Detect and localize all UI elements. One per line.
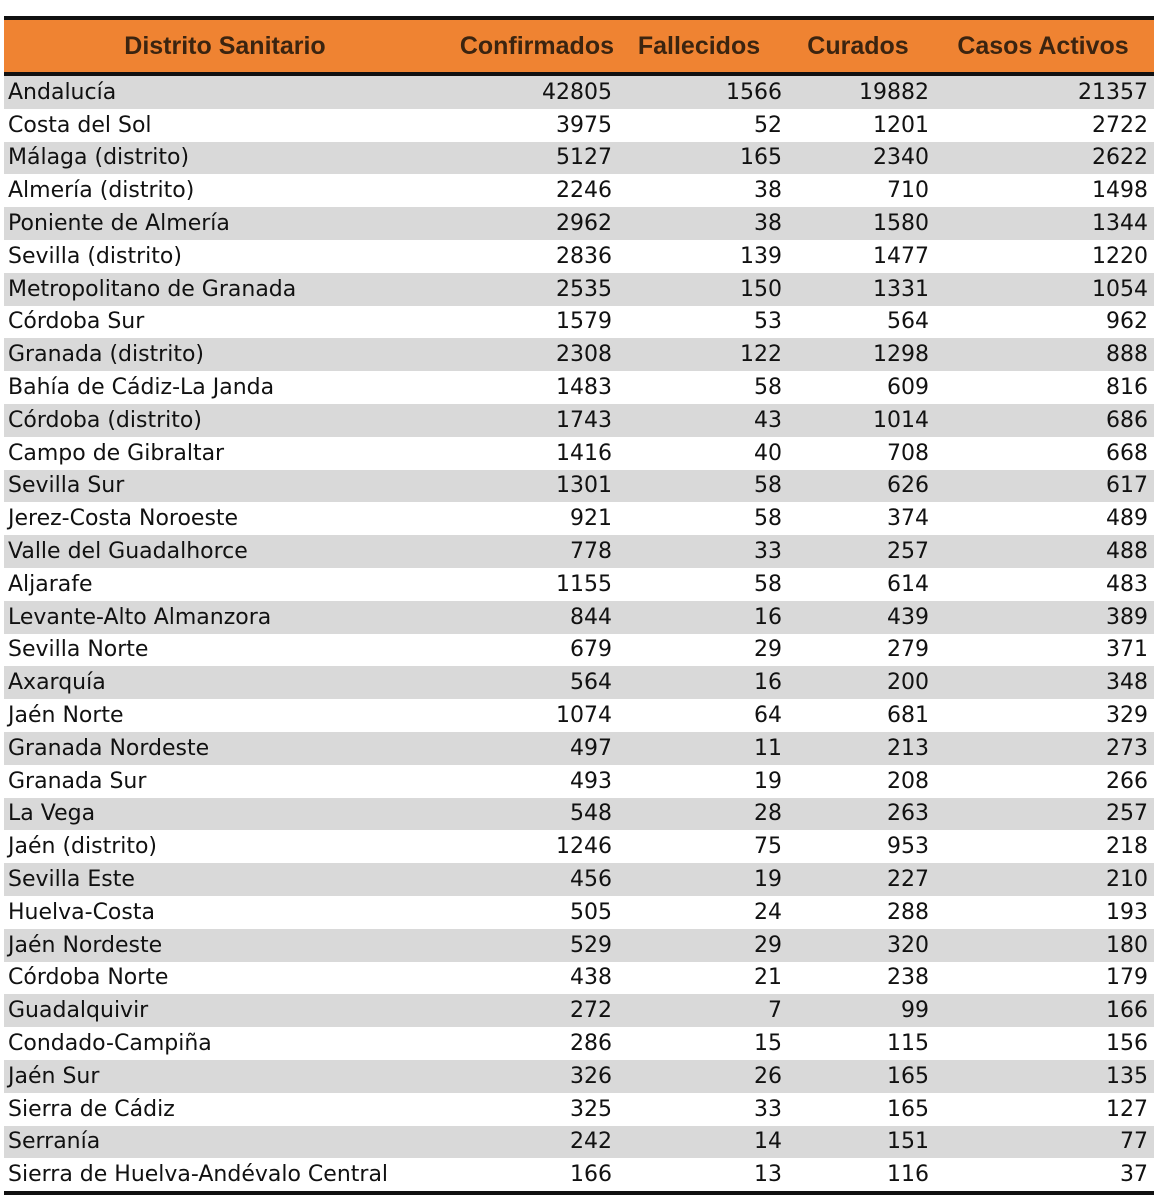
cell-distrito: Jaén Nordeste <box>8 932 163 958</box>
cell-confirmados: 1074 <box>556 703 612 729</box>
cell-casos-activos: 483 <box>1106 571 1148 597</box>
cell-curados: 374 <box>887 506 929 532</box>
cell-distrito: Campo de Gibraltar <box>8 440 225 466</box>
cell-fallecidos: 21 <box>754 965 782 991</box>
cell-confirmados: 2246 <box>556 178 612 204</box>
cell-casos-activos: 180 <box>1106 932 1148 958</box>
table-row <box>4 76 1154 109</box>
cell-confirmados: 1483 <box>556 375 612 401</box>
districts-table <box>4 16 1154 1195</box>
cell-distrito: Granada Nordeste <box>8 735 210 761</box>
cell-casos-activos: 135 <box>1106 1063 1148 1089</box>
cell-fallecidos: 122 <box>740 342 782 368</box>
cell-fallecidos: 38 <box>754 211 782 237</box>
cell-curados: 213 <box>887 735 929 761</box>
table-row <box>4 1158 1154 1191</box>
cell-casos-activos: 329 <box>1106 703 1148 729</box>
header-confirmados: Confirmados <box>459 31 614 60</box>
table-row <box>4 830 1154 863</box>
cell-curados: 614 <box>887 571 929 597</box>
table-row <box>4 896 1154 929</box>
cell-fallecidos: 29 <box>754 637 782 663</box>
cell-distrito: Granada (distrito) <box>8 342 205 368</box>
cell-distrito: Córdoba Norte <box>8 965 169 991</box>
cell-distrito: Sevilla Sur <box>8 473 125 499</box>
cell-distrito: Sierra de Huelva-Andévalo Central <box>8 1162 389 1188</box>
cell-fallecidos: 7 <box>768 998 782 1024</box>
table-row <box>4 634 1154 667</box>
table-row <box>4 863 1154 896</box>
cell-curados: 1201 <box>873 112 929 138</box>
cell-fallecidos: 19 <box>754 867 782 893</box>
cell-distrito: Granada Sur <box>8 768 147 794</box>
cell-distrito: Costa del Sol <box>8 112 152 138</box>
cell-curados: 1331 <box>873 276 929 302</box>
table-row <box>4 371 1154 404</box>
cell-fallecidos: 33 <box>754 1096 782 1122</box>
cell-distrito: Sierra de Cádiz <box>8 1096 175 1122</box>
cell-curados: 1580 <box>873 211 929 237</box>
cell-fallecidos: 58 <box>754 506 782 532</box>
cell-casos-activos: 2622 <box>1092 145 1148 171</box>
table-row <box>4 699 1154 732</box>
cell-distrito: Metropolitano de Granada <box>8 276 297 302</box>
cell-fallecidos: 11 <box>754 735 782 761</box>
table-row <box>4 306 1154 339</box>
cell-fallecidos: 58 <box>754 571 782 597</box>
cell-confirmados: 5127 <box>556 145 612 171</box>
cell-confirmados: 326 <box>570 1063 612 1089</box>
cell-confirmados: 778 <box>570 539 612 565</box>
cell-confirmados: 1743 <box>556 407 612 433</box>
cell-confirmados: 505 <box>570 899 612 925</box>
cell-curados: 227 <box>887 867 929 893</box>
table-row <box>4 109 1154 142</box>
cell-curados: 2340 <box>873 145 929 171</box>
cell-casos-activos: 257 <box>1106 801 1148 827</box>
cell-curados: 626 <box>887 473 929 499</box>
cell-distrito: Córdoba Sur <box>8 309 145 335</box>
cell-confirmados: 1246 <box>556 834 612 860</box>
cell-curados: 710 <box>887 178 929 204</box>
cell-confirmados: 242 <box>570 1129 612 1155</box>
cell-confirmados: 2535 <box>556 276 612 302</box>
cell-confirmados: 548 <box>570 801 612 827</box>
cell-confirmados: 272 <box>570 998 612 1024</box>
table-row <box>4 273 1154 306</box>
cell-confirmados: 1416 <box>556 440 612 466</box>
cell-casos-activos: 617 <box>1106 473 1148 499</box>
cell-distrito: Jerez-Costa Noroeste <box>8 506 239 532</box>
table-row <box>4 1027 1154 1060</box>
cell-confirmados: 325 <box>570 1096 612 1122</box>
cell-fallecidos: 40 <box>754 440 782 466</box>
cell-casos-activos: 1220 <box>1092 243 1148 269</box>
cell-distrito: Bahía de Cádiz-La Janda <box>8 375 275 401</box>
cell-casos-activos: 21357 <box>1078 79 1148 105</box>
table-row <box>4 929 1154 962</box>
cell-fallecidos: 16 <box>754 604 782 630</box>
cell-distrito: Guadalquivir <box>8 998 149 1024</box>
cell-curados: 1298 <box>873 342 929 368</box>
cell-fallecidos: 139 <box>740 243 782 269</box>
table-row <box>4 338 1154 371</box>
cell-confirmados: 497 <box>570 735 612 761</box>
cell-curados: 1014 <box>873 407 929 433</box>
cell-distrito: Sevilla Norte <box>8 637 149 663</box>
cell-casos-activos: 218 <box>1106 834 1148 860</box>
table-row <box>4 568 1154 601</box>
cell-confirmados: 679 <box>570 637 612 663</box>
cell-distrito: Andalucía <box>8 79 117 105</box>
cell-distrito: Huelva-Costa <box>8 899 155 925</box>
cell-curados: 151 <box>887 1129 929 1155</box>
cell-curados: 279 <box>887 637 929 663</box>
table-row <box>4 962 1154 995</box>
cell-distrito: Sevilla Este <box>8 867 135 893</box>
cell-curados: 165 <box>887 1096 929 1122</box>
cell-confirmados: 438 <box>570 965 612 991</box>
cell-fallecidos: 33 <box>754 539 782 565</box>
table-row <box>4 1093 1154 1126</box>
cell-curados: 320 <box>887 932 929 958</box>
table-row <box>4 240 1154 273</box>
cell-confirmados: 1155 <box>556 571 612 597</box>
cell-curados: 609 <box>887 375 929 401</box>
table-row <box>4 174 1154 207</box>
cell-casos-activos: 489 <box>1106 506 1148 532</box>
cell-casos-activos: 179 <box>1106 965 1148 991</box>
cell-casos-activos: 77 <box>1120 1129 1148 1155</box>
cell-distrito: Valle del Guadalhorce <box>8 539 248 565</box>
table-row <box>4 502 1154 535</box>
cell-fallecidos: 64 <box>754 703 782 729</box>
cell-fallecidos: 58 <box>754 473 782 499</box>
table-row <box>4 1060 1154 1093</box>
cell-curados: 200 <box>887 670 929 696</box>
cell-curados: 681 <box>887 703 929 729</box>
cell-distrito: La Vega <box>8 801 96 827</box>
cell-confirmados: 1579 <box>556 309 612 335</box>
table-body <box>4 76 1154 1191</box>
cell-curados: 953 <box>887 834 929 860</box>
cell-casos-activos: 816 <box>1106 375 1148 401</box>
table-row <box>4 601 1154 634</box>
cell-casos-activos: 266 <box>1106 768 1148 794</box>
cell-casos-activos: 127 <box>1106 1096 1148 1122</box>
cell-casos-activos: 488 <box>1106 539 1148 565</box>
cell-curados: 99 <box>901 998 929 1024</box>
header-casos-activos: Casos Activos <box>957 31 1129 60</box>
table-row <box>4 798 1154 831</box>
cell-casos-activos: 962 <box>1106 309 1148 335</box>
cell-distrito: Jaén Norte <box>8 703 124 729</box>
cell-distrito: Sevilla (distrito) <box>8 243 182 269</box>
cell-fallecidos: 14 <box>754 1129 782 1155</box>
cell-fallecidos: 19 <box>754 768 782 794</box>
cell-curados: 116 <box>887 1162 929 1188</box>
cell-fallecidos: 28 <box>754 801 782 827</box>
cell-distrito: Serranía <box>8 1129 101 1155</box>
cell-confirmados: 1301 <box>556 473 612 499</box>
table-header <box>4 20 1154 76</box>
cell-confirmados: 2962 <box>556 211 612 237</box>
cell-curados: 165 <box>887 1063 929 1089</box>
cell-casos-activos: 37 <box>1120 1162 1148 1188</box>
cell-curados: 439 <box>887 604 929 630</box>
cell-distrito: Aljarafe <box>8 571 93 597</box>
cell-curados: 1477 <box>873 243 929 269</box>
cell-casos-activos: 193 <box>1106 899 1148 925</box>
cell-confirmados: 286 <box>570 1031 612 1056</box>
cell-distrito: Málaga (distrito) <box>8 145 190 171</box>
cell-fallecidos: 29 <box>754 932 782 958</box>
cell-casos-activos: 686 <box>1106 407 1148 433</box>
cell-fallecidos: 58 <box>754 375 782 401</box>
table-row <box>4 404 1154 437</box>
cell-distrito: Jaén Sur <box>8 1063 100 1089</box>
cell-distrito: Poniente de Almería <box>8 211 230 237</box>
cell-fallecidos: 43 <box>754 407 782 433</box>
cell-casos-activos: 1498 <box>1092 178 1148 204</box>
cell-distrito: Jaén (distrito) <box>8 834 158 860</box>
cell-curados: 263 <box>887 801 929 827</box>
cell-distrito: Axarquía <box>8 670 106 696</box>
cell-distrito: Córdoba (distrito) <box>8 407 202 433</box>
table-row <box>4 437 1154 470</box>
cell-fallecidos: 52 <box>754 112 782 138</box>
table-row <box>4 765 1154 798</box>
cell-fallecidos: 38 <box>754 178 782 204</box>
cell-confirmados: 493 <box>570 768 612 794</box>
cell-casos-activos: 1344 <box>1092 211 1148 237</box>
table-row <box>4 666 1154 699</box>
cell-curados: 564 <box>887 309 929 335</box>
table-row <box>4 207 1154 240</box>
cell-casos-activos: 1054 <box>1092 276 1148 302</box>
cell-casos-activos: 668 <box>1106 440 1148 466</box>
cell-curados: 257 <box>887 539 929 565</box>
cell-curados: 19882 <box>859 79 929 105</box>
cell-distrito: Levante-Alto Almanzora <box>8 604 272 630</box>
cell-fallecidos: 26 <box>754 1063 782 1089</box>
cell-confirmados: 456 <box>570 867 612 893</box>
cell-fallecidos: 13 <box>754 1162 782 1188</box>
header-distrito: Distrito Sanitario <box>124 31 326 60</box>
header-fallecidos: Fallecidos <box>637 31 761 60</box>
table-row <box>4 732 1154 765</box>
cell-fallecidos: 53 <box>754 309 782 335</box>
cell-confirmados: 564 <box>570 670 612 696</box>
cell-curados: 238 <box>887 965 929 991</box>
cell-fallecidos: 16 <box>754 670 782 696</box>
cell-fallecidos: 24 <box>754 899 782 925</box>
table-row <box>4 470 1154 503</box>
cell-casos-activos: 273 <box>1106 735 1148 761</box>
cell-curados: 115 <box>887 1031 929 1056</box>
cell-casos-activos: 888 <box>1106 342 1148 368</box>
cell-confirmados: 42805 <box>542 79 612 105</box>
cell-confirmados: 3975 <box>556 112 612 138</box>
cell-confirmados: 2836 <box>556 243 612 269</box>
cell-confirmados: 166 <box>570 1162 612 1188</box>
cell-fallecidos: 150 <box>740 276 782 302</box>
cell-confirmados: 921 <box>570 506 612 532</box>
cell-casos-activos: 389 <box>1106 604 1148 630</box>
cell-casos-activos: 166 <box>1106 998 1148 1024</box>
cell-confirmados: 844 <box>570 604 612 630</box>
cell-casos-activos: 156 <box>1106 1031 1148 1056</box>
cell-confirmados: 2308 <box>556 342 612 368</box>
cell-fallecidos: 1566 <box>726 79 782 105</box>
cell-casos-activos: 2722 <box>1092 112 1148 138</box>
cell-fallecidos: 75 <box>754 834 782 860</box>
cell-fallecidos: 15 <box>754 1031 782 1056</box>
cell-curados: 708 <box>887 440 929 466</box>
cell-casos-activos: 210 <box>1106 867 1148 893</box>
table-row <box>4 994 1154 1027</box>
cell-distrito: Condado-Campiña <box>8 1031 212 1056</box>
cell-distrito: Almería (distrito) <box>8 178 195 204</box>
header-curados: Curados <box>807 31 909 60</box>
cell-curados: 208 <box>887 768 929 794</box>
cell-casos-activos: 348 <box>1106 670 1148 696</box>
cell-curados: 288 <box>887 899 929 925</box>
cell-confirmados: 529 <box>570 932 612 958</box>
cell-fallecidos: 165 <box>740 145 782 171</box>
table-row <box>4 1126 1154 1159</box>
table-row <box>4 142 1154 175</box>
table-row <box>4 535 1154 568</box>
cell-casos-activos: 371 <box>1106 637 1148 663</box>
